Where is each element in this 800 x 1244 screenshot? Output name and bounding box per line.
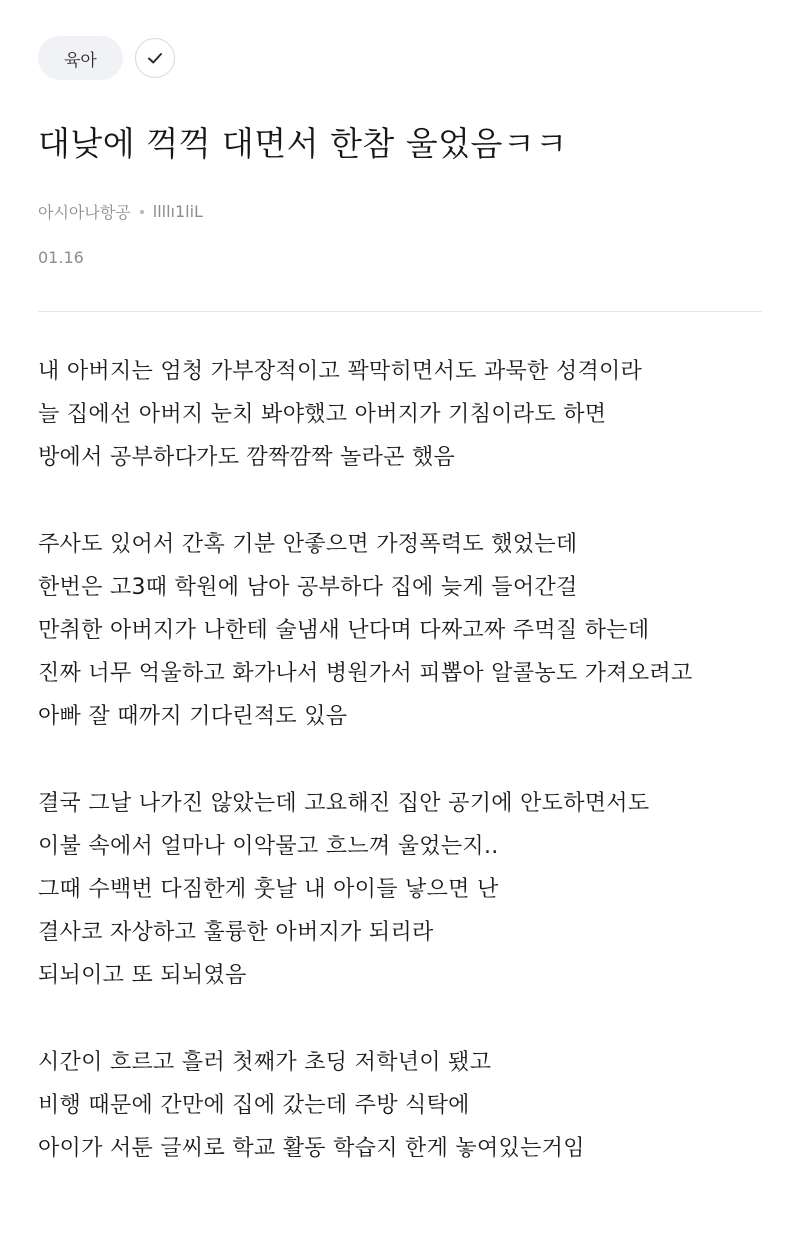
body-line: 이불 속에서 얼마나 이악물고 흐느껴 울었는지.. — [38, 834, 499, 859]
author-name[interactable]: llllı1liL — [152, 202, 203, 221]
check-button[interactable] — [135, 38, 175, 78]
body-line: 방에서 공부하다가도 깜짝깜짝 놀라곤 했음 — [38, 445, 456, 470]
body-line: 주사도 있어서 간혹 기분 안좋으면 가정폭력도 했었는데 — [38, 532, 578, 557]
body-line: 아빠 잘 때까지 기다린적도 있음 — [38, 704, 348, 729]
meta-separator-dot — [140, 210, 144, 214]
body-line: 결국 그날 나가진 않았는데 고요해진 집안 공기에 안도하면서도 — [38, 791, 650, 816]
body-line: 되뇌이고 또 되뇌였음 — [38, 963, 247, 988]
body-line: 비행 때문에 간만에 집에 갔는데 주방 식탁에 — [38, 1093, 470, 1118]
paragraph — [38, 1041, 778, 1170]
category-chip[interactable]: 육아 — [38, 36, 123, 80]
post-body — [38, 350, 778, 1214]
body-line: 결사코 자상하고 훌륭한 아버지가 되리라 — [38, 920, 434, 945]
body-line: 만취한 아버지가 나한테 술냄새 난다며 다짜고짜 주먹질 하는데 — [38, 618, 650, 643]
post-header — [38, 36, 175, 80]
body-line: 진짜 너무 억울하고 화가나서 병원가서 피뽑아 알콜농도 가져오려고 — [38, 661, 693, 686]
body-line: 시간이 흐르고 흘러 첫째가 초딩 저학년이 됐고 — [38, 1050, 492, 1075]
paragraph — [38, 523, 778, 738]
body-line: 늘 집에선 아버지 눈치 봐야했고 아버지가 기침이라도 하면 — [38, 402, 607, 427]
author-meta — [38, 200, 203, 223]
paragraph — [38, 782, 778, 997]
paragraph — [38, 350, 778, 479]
divider — [38, 311, 762, 312]
post-date: 01.16 — [38, 248, 84, 267]
company-name[interactable]: 아시아나항공 — [38, 203, 131, 222]
check-icon — [145, 48, 165, 68]
body-line: 아이가 서툰 글씨로 학교 활동 학습지 한게 놓여있는거임 — [38, 1136, 585, 1161]
body-line: 그때 수백번 다짐한게 훗날 내 아이들 낳으면 난 — [38, 877, 499, 902]
body-line: 내 아버지는 엄청 가부장적이고 꽉막히면서도 과묵한 성격이라 — [38, 359, 643, 384]
post-title: 대낮에 꺽꺽 대면서 한참 울었음ㅋㅋ — [38, 124, 568, 163]
body-line: 한번은 고3때 학원에 남아 공부하다 집에 늦게 들어간걸 — [38, 575, 578, 600]
